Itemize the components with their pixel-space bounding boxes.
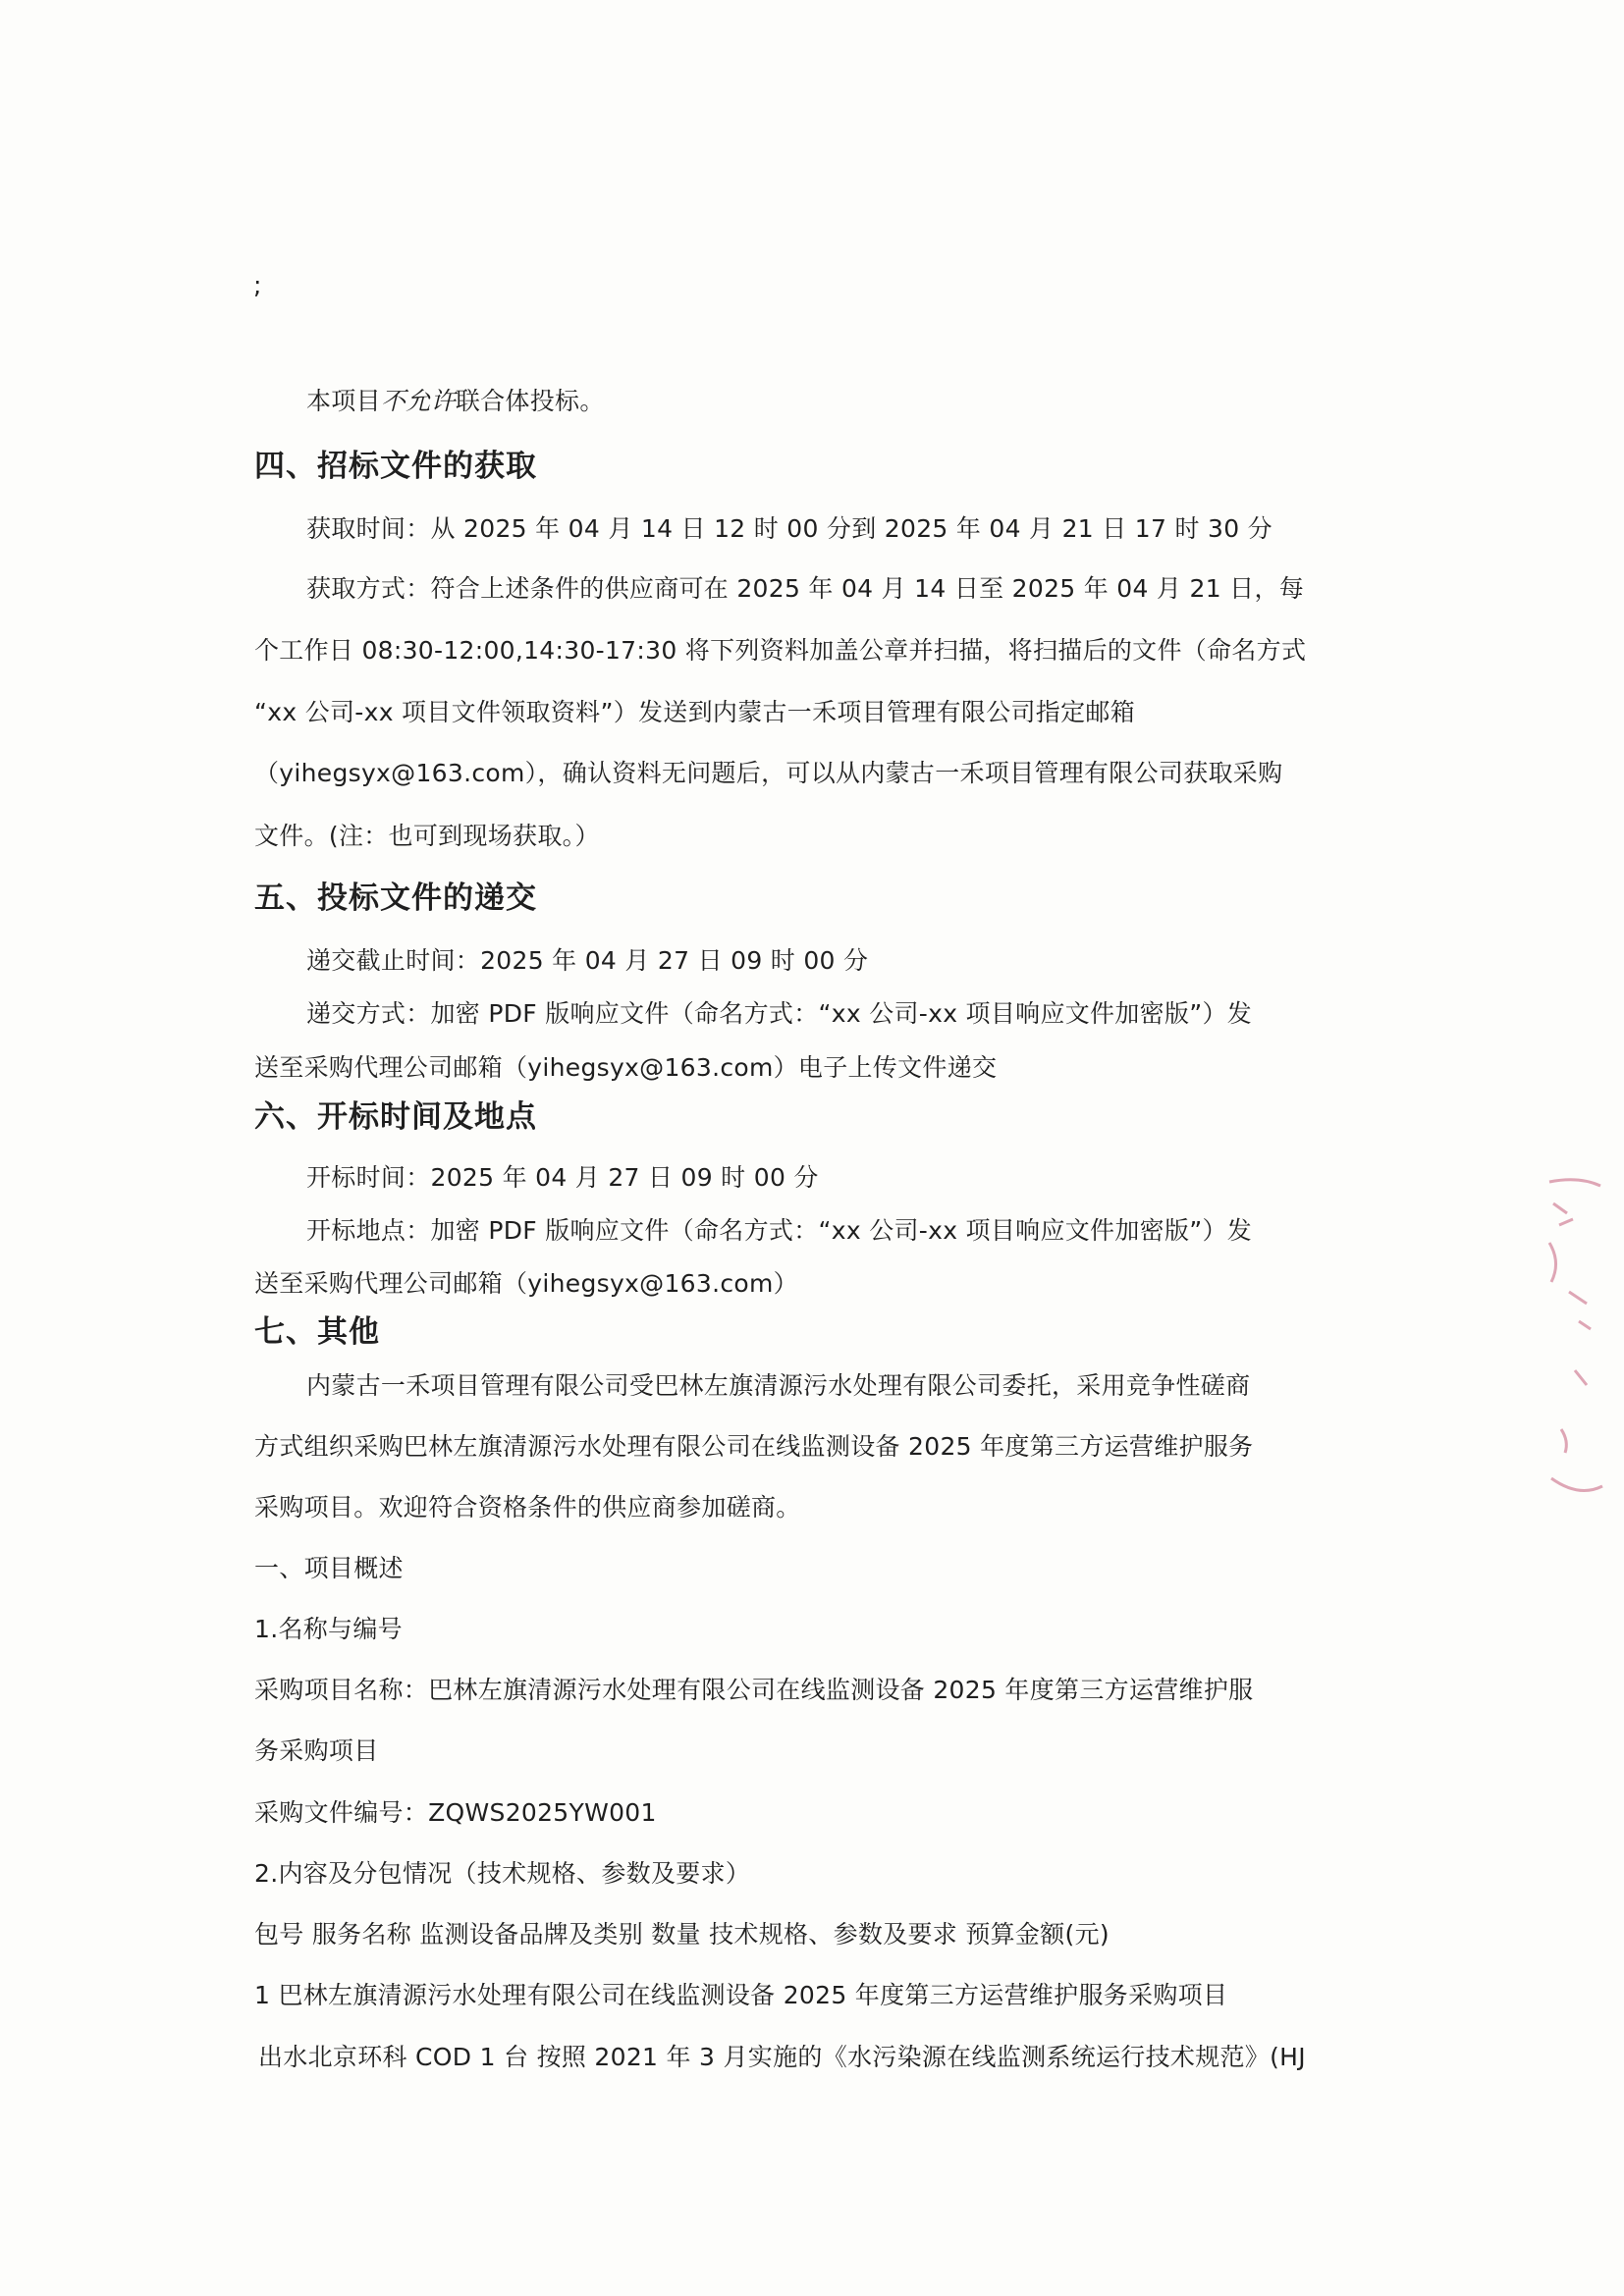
s4-method-line-3: “xx 公司-xx 项目文件领取资料”）发送到内蒙古一禾项目管理有限公司指定邮箱 bbox=[254, 698, 1135, 726]
content-title: 2.内容及分包情况（技术规格、参数及要求） bbox=[254, 1859, 751, 1888]
s4-method-line-5: 文件。(注：也可到现场获取。） bbox=[254, 822, 600, 850]
procurement-file-number: 采购文件编号：ZQWS2025YW001 bbox=[254, 1798, 657, 1827]
name-number-title: 1.名称与编号 bbox=[254, 1615, 403, 1643]
intro-pre: 本项目 bbox=[306, 387, 381, 415]
s5-deadline: 递交截止时间：2025 年 04 月 27 日 09 时 00 分 bbox=[306, 946, 869, 975]
section-6-heading: 六、开标时间及地点 bbox=[254, 1099, 537, 1135]
table-header-row: 包号 服务名称 监测设备品牌及类别 数量 技术规格、参数及要求 预算金额(元) bbox=[254, 1920, 1110, 1949]
s4-method-line-4: （yihegsyx@163.com），确认资料无问题后，可以从内蒙古一禾项目管理有限公司获取采购 bbox=[254, 759, 1283, 787]
s6-open-time: 开标时间：2025 年 04 月 27 日 09 时 00 分 bbox=[306, 1163, 819, 1192]
section-4-heading: 四、招标文件的获取 bbox=[254, 449, 537, 484]
s4-method-line-2: 个工作日 08:30-12:00,14:30-17:30 将下列资料加盖公章并扫描，将扫描后的文件（命名方式 bbox=[254, 636, 1307, 665]
intro-italic: 不允许 bbox=[380, 387, 456, 415]
s7-body-line-3: 采购项目。欢迎符合资格条件的供应商参加磋商。 bbox=[254, 1493, 801, 1522]
intro-post: 联合体投标。 bbox=[455, 387, 605, 415]
overview-title: 一、项目概述 bbox=[254, 1554, 404, 1582]
project-name-line-2: 务采购项目 bbox=[254, 1736, 379, 1765]
s7-body-line-1: 内蒙古一禾项目管理有限公司受巴林左旗清源污水处理有限公司委托，采用竞争性磋商 bbox=[306, 1371, 1251, 1400]
project-name-line-1: 采购项目名称：巴林左旗清源污水处理有限公司在线监测设备 2025 年度第三方运营维护服 bbox=[254, 1676, 1254, 1704]
section-5-heading: 五、投标文件的递交 bbox=[254, 881, 537, 916]
s5-method-line-2: 送至采购代理公司邮箱（yihegsyx@163.com）电子上传文件递交 bbox=[254, 1053, 998, 1082]
partial-seal-stamp bbox=[1540, 1174, 1608, 1518]
semicolon-mark: ; bbox=[253, 271, 262, 299]
table-row-2: 出水北京环科 COD 1 台 按照 2021 年 3 月实施的《水污染源在线监测系统运行技术规范》(HJ bbox=[258, 2043, 1306, 2071]
s6-place-line-2: 送至采购代理公司邮箱（yihegsyx@163.com） bbox=[254, 1269, 798, 1298]
s4-method-line-1: 获取方式：符合上述条件的供应商可在 2025 年 04 月 14 日至 2025 年 04 月 21 日，每 bbox=[306, 574, 1305, 603]
section-7-heading: 七、其他 bbox=[254, 1314, 380, 1350]
table-row-1: 1 巴林左旗清源污水处理有限公司在线监测设备 2025 年度第三方运营维护服务采购项目 bbox=[254, 1981, 1228, 2009]
joint-bid-statement bbox=[306, 385, 605, 418]
s7-body-line-2: 方式组织采购巴林左旗清源污水处理有限公司在线监测设备 2025 年度第三方运营维护服务 bbox=[254, 1432, 1254, 1461]
s5-method-line-1: 递交方式：加密 PDF 版响应文件（命名方式：“xx 公司-xx 项目响应文件加密版”）发 bbox=[306, 999, 1253, 1028]
s6-place-line-1: 开标地点：加密 PDF 版响应文件（命名方式：“xx 公司-xx 项目响应文件加密版”）发 bbox=[306, 1216, 1253, 1245]
s4-obtain-time: 获取时间：从 2025 年 04 月 14 日 12 时 00 分到 2025 年 04 月 21 日 17 时 30 分 bbox=[306, 514, 1272, 543]
